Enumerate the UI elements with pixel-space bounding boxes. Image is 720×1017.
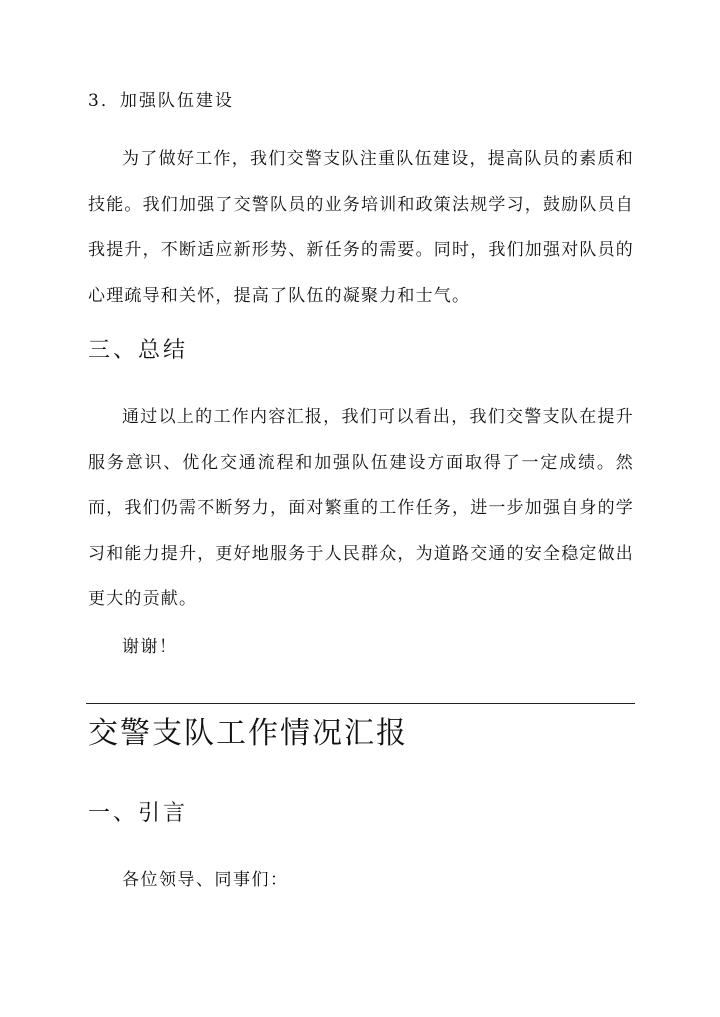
document-title: 交警支队工作情况汇报 (88, 716, 408, 751)
summary-paragraph: 通过以上的工作内容汇报，我们可以看出，我们交警支队在提升服务意识、优化交通流程和加强队伍建设方面取得了一定成绩。然而，我们仍需不断努力，面对繁重的工作任务，进一步加强自身的学习和能力提升，更好地服务于人民群众，为道路交通的安全稳定做出更大的贡献。 (88, 407, 634, 609)
greeting-text: 各位领导、同事们： (122, 870, 289, 890)
intro-heading: 一、引言 (88, 801, 189, 826)
closing-thanks: 谢谢！ (122, 637, 178, 657)
document-divider (86, 703, 635, 704)
section-3-paragraph: 为了做好工作，我们交警支队注重队伍建设，提高队员的素质和技能。我们加强了交警队员的业务培训和政策法规学习，鼓励队员自我提升，不断适应新形势、新任务的需要。同时，我们加强对队员的心理疏导和关怀，提高了队伍的凝聚力和士气。 (88, 149, 634, 306)
summary-heading: 三、总结 (88, 338, 189, 363)
section-3-heading: 3．加强队伍建设 (88, 91, 234, 111)
